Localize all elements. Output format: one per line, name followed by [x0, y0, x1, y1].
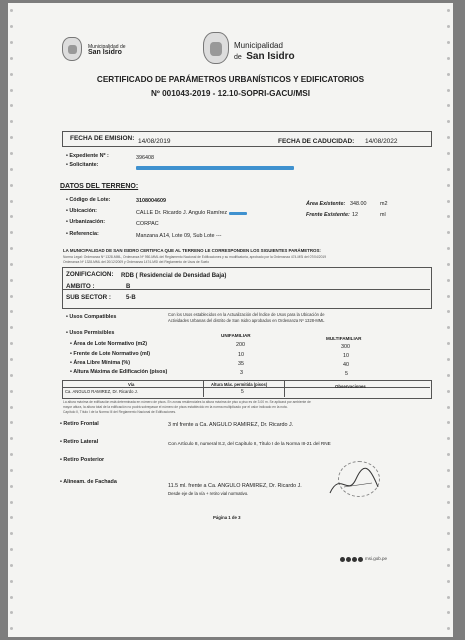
- param-label-frente: Frente de Lote Normativo (ml): [73, 351, 151, 357]
- param-row-label: • Altura Máxima de Edificación (pisos): [70, 369, 168, 375]
- ubicacion-label: • Ubicación:: [66, 208, 97, 214]
- retiro-posterior-label: • Retiro Posterior: [60, 457, 105, 463]
- param-multifamiliar-area: 300: [341, 344, 350, 350]
- via-row-altura: 5: [241, 389, 244, 395]
- param-row-label: • Área de Lote Normativo (m2): [70, 341, 148, 347]
- emission-date: 14/08/2019: [138, 138, 171, 145]
- expiry-date: 14/08/2022: [365, 138, 398, 145]
- urbanizacion-label: • Urbanización:: [66, 219, 106, 225]
- logo-line2: de: [234, 54, 242, 61]
- altura-col-header: Altura Máx. permitida (pisos): [211, 382, 268, 387]
- address-number-redaction: [229, 212, 247, 215]
- codigo-label-text: Código de Lote:: [69, 197, 111, 203]
- referencia-value: Manzana A14, Lote 09, Sub Lote ---: [136, 233, 222, 239]
- ubicacion-value: CALLE Dr. Ricardo J. Angulo Ramírez: [136, 210, 228, 216]
- col-multifamiliar: MULTIFAMILIAR: [326, 336, 362, 341]
- small-logo-line2: de: [119, 44, 126, 50]
- retiro-frontal-value: 3 ml frente a Ca. ANGULO RAMIREZ, Dr. Ricardo J.: [168, 422, 294, 428]
- via-row-name: Ca. ANGULO RAMIREZ, Dr. Ricardo J.: [65, 389, 138, 394]
- param-unifamiliar-frente: 10: [238, 352, 244, 358]
- param-row-label: • Frente de Lote Normativo (ml): [70, 351, 151, 357]
- usos-permisibles-label: • Usos Permisibles: [66, 330, 115, 336]
- certificate-title: CERTIFICADO DE PARÁMETROS URBANÍSTICOS Y EDIFICATORIOS: [96, 75, 365, 84]
- signature: [326, 463, 386, 503]
- area-label: Área Existente:: [306, 201, 346, 207]
- expediente-label-text: Expediente Nº :: [69, 153, 109, 159]
- perforation-right: [447, 3, 451, 637]
- subsector-value: 5-B: [126, 295, 136, 301]
- zonificacion-value: RDB ( Residencial de Densidad Baja): [121, 273, 227, 279]
- referencia-label-text: Referencia:: [69, 231, 99, 237]
- ambito-value: B: [126, 284, 131, 290]
- param-unifamiliar-area: 200: [236, 342, 245, 348]
- param-multifamiliar-frente: 10: [343, 353, 349, 359]
- small-logo-text: [88, 44, 126, 56]
- notes-line3: Capítulo II, Título I de la Norma III del Reglamento Nacional de Edificaciones.: [63, 410, 177, 414]
- logo-line3: San Isidro: [246, 51, 295, 62]
- alineam-value: 11.5 ml. frente a Ca. ANGULO RAMIREZ, Dr. Ricardo J.: [168, 483, 302, 489]
- urbanizacion-label-text: Urbanización:: [69, 219, 106, 225]
- usos-compatibles-text: Usos Compatibles: [69, 314, 117, 320]
- retiro-frontal-text: Retiro Frontal: [63, 421, 99, 427]
- via-table-vline1: [203, 380, 204, 397]
- retiro-lateral-text: Retiro Lateral: [63, 439, 99, 445]
- codigo-label: • Código de Lote:: [66, 197, 111, 203]
- logo-line1: Municipalidad: [234, 41, 283, 50]
- expiry-label: FECHA DE CADUCIDAD:: [278, 138, 355, 145]
- param-unifamiliar-altura: 3: [240, 370, 243, 376]
- ambito-label: AMBITO :: [66, 283, 95, 290]
- certification-statement: LA MUNICIPALIDAD DE SAN ISIDRO CERTIFICA QUE AL TERRENO LE CORRESPONDEN LOS SIGUIENTES PARÁMETROS:: [63, 248, 321, 253]
- subsector-label: SUB SECTOR :: [66, 294, 112, 301]
- col-unifamiliar: UNIFAMILIAR: [221, 333, 251, 338]
- retiro-lateral-value: Con Artículo 8, numeral 8.2, del Capítulo II, Título I de la Norma III-21 del RNE: [168, 441, 331, 446]
- solicitante-label-text: Solicitante:: [69, 162, 99, 168]
- social-icons: [340, 557, 363, 562]
- footer-website: msi.gob.pe: [365, 556, 388, 561]
- expediente-label: • Expediente Nº :: [66, 153, 109, 159]
- frente-value: 12: [352, 212, 358, 218]
- frente-unit: ml: [380, 212, 386, 218]
- alineam-label: • Alineam. de Fachada: [60, 479, 117, 485]
- facebook-icon: [340, 557, 345, 562]
- uses-text-line2: Actividades Urbanas del distrito de San Isidro aprobados en Ordenanza Nº 1328-MML: [168, 318, 325, 323]
- param-label-altura: Altura Máxima de Edificación (pisos): [73, 369, 168, 375]
- instagram-icon: [358, 557, 363, 562]
- usos-compatibles-label: • Usos Compatibles: [66, 314, 117, 320]
- twitter-icon: [346, 557, 351, 562]
- retiro-posterior-text: Retiro Posterior: [63, 457, 105, 463]
- notes-line2: mayor altura, la altura total de la edificación no podrá sobrepasar el número de pisos establecido en la norma multiplicado por el valor indicado en la nota.: [63, 405, 288, 409]
- emission-label: FECHA DE EMISION:: [70, 135, 135, 142]
- statement-line2: Ordenanza Nº 1328-MML del 20/12/2009 y Ordenanza 1474-MSI del Reglamento de Usos de Suelo: [63, 260, 210, 264]
- area-unit: m2: [380, 201, 388, 207]
- param-unifamiliar-libre: 35: [238, 361, 244, 367]
- param-label-libre: Área Libre Mínima (%): [73, 360, 131, 366]
- urbanizacion-value: CORPAC: [136, 221, 159, 227]
- perforation-left: [10, 3, 14, 637]
- uses-text-line1: Con los Usos establecidos en la Actualización del Índice de Usos para la Ubicación de: [168, 312, 325, 317]
- via-table-vline2: [284, 380, 285, 397]
- codigo-value: 3108004609: [136, 198, 166, 204]
- small-logo-line3: San Isidro: [88, 49, 122, 56]
- statement-line1: Norma Legal: Ordenanza Nº 1328-MML, Ordenanza Nº 950-MML del Reglamento Nacional de Edificaciones y su modificatoria, aprobado por la Ordenanza 474-MSI del 07/04/2019: [63, 255, 327, 259]
- small-logo-line1: Municipalidad: [88, 44, 119, 50]
- param-multifamiliar-altura: 5: [345, 371, 348, 377]
- param-row-label: • Área Libre Mínima (%): [70, 360, 131, 366]
- expediente-value: 396408: [136, 155, 154, 161]
- certificate-number: Nº 001043-2019 - 12.10-SOPRI-GACU/MSI: [150, 89, 311, 98]
- main-logo-text: [234, 39, 295, 62]
- usos-permisibles-text: Usos Permisibles: [69, 330, 115, 336]
- frente-label: Frente Existente:: [306, 212, 350, 218]
- retiro-frontal-label: • Retiro Frontal: [60, 421, 99, 427]
- land-section-title: DATOS DEL TERRENO:: [60, 183, 139, 190]
- via-table-hline: [62, 387, 430, 388]
- coat-of-arms-icon: [203, 32, 229, 64]
- page-number: Página 1 de 3: [213, 515, 241, 520]
- notes-line1: La altura máxima de edificación está determinada en número de pisos. En zonas residenciales la altura máxima de piso a piso es de 3.00 m. Se aplicará por ambiente de: [63, 400, 311, 404]
- zonificacion-label: ZONIFICACION:: [66, 271, 114, 278]
- param-label-area: Área de Lote Normativo (m2): [73, 341, 148, 347]
- referencia-label: • Referencia:: [66, 231, 99, 237]
- alineam-note: Desde eje de la vía + retiro vial normativo.: [168, 491, 249, 496]
- solicitante-redaction: [136, 166, 294, 170]
- alineam-text: Alineam. de Fachada: [63, 479, 117, 485]
- small-coat-of-arms-icon: [62, 37, 82, 61]
- retiro-lateral-label: • Retiro Lateral: [60, 439, 99, 445]
- solicitante-label: • Solicitante:: [66, 162, 99, 168]
- certificate-page: [8, 3, 453, 637]
- param-multifamiliar-libre: 40: [343, 362, 349, 368]
- zoning-divider: [62, 289, 430, 290]
- zoning-box: [62, 267, 432, 309]
- via-col-header: Vía: [128, 382, 135, 387]
- area-value: 348.00: [350, 201, 367, 207]
- ubicacion-label-text: Ubicación:: [69, 208, 97, 214]
- youtube-icon: [352, 557, 357, 562]
- obs-col-header: Observaciones: [335, 384, 366, 389]
